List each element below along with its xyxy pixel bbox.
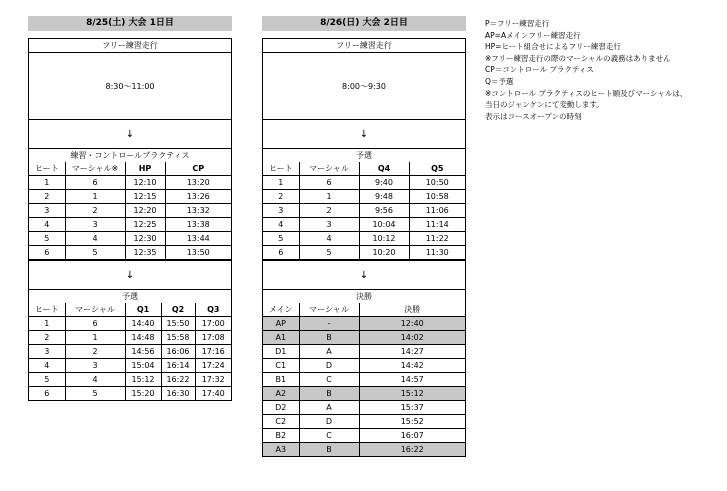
day2-schedule xyxy=(262,38,466,457)
cell: 2 xyxy=(299,204,359,218)
cell: 13:20 xyxy=(165,176,231,190)
cell: 15:04 xyxy=(125,359,161,373)
cell: 16:14 xyxy=(161,359,195,373)
cell: 9:48 xyxy=(359,190,409,204)
cell: 6 xyxy=(299,176,359,190)
cell: 12:30 xyxy=(125,232,165,246)
cell: 11:14 xyxy=(409,218,465,232)
day2-final-title: 決勝 xyxy=(356,292,372,301)
cell: 6 xyxy=(65,317,125,331)
table-header-row xyxy=(29,162,231,176)
day1-column xyxy=(28,16,232,401)
table-row xyxy=(263,204,465,218)
cell: 12:25 xyxy=(125,218,165,232)
table-row xyxy=(263,190,465,204)
cell: A xyxy=(299,401,359,415)
cell: B xyxy=(299,331,359,345)
table-row xyxy=(263,345,465,359)
cell: 9:56 xyxy=(359,204,409,218)
cell: 4 xyxy=(65,232,125,246)
table-header-row xyxy=(29,303,231,317)
cell: B xyxy=(299,443,359,457)
day2-qual-table xyxy=(263,162,465,260)
cell: 10:20 xyxy=(359,246,409,260)
header-marshal: マーシャル xyxy=(299,162,359,176)
cell: C2 xyxy=(263,415,299,429)
table-row xyxy=(263,387,465,401)
header-hp: HP xyxy=(125,162,165,176)
cell: 4 xyxy=(263,218,299,232)
cell: 5 xyxy=(65,387,125,401)
cell: 1 xyxy=(299,190,359,204)
note-line: Q＝予選 xyxy=(485,76,514,86)
cell: 16:22 xyxy=(359,443,465,457)
cell: B2 xyxy=(263,429,299,443)
table-row xyxy=(29,204,231,218)
note-line: AP=Aメインフリー練習走行 xyxy=(485,30,581,40)
cell: 1 xyxy=(29,317,65,331)
cell: AP xyxy=(263,317,299,331)
cell: 17:00 xyxy=(195,317,231,331)
cell: D2 xyxy=(263,401,299,415)
cell: 15:20 xyxy=(125,387,161,401)
note-line: ※コントロール プラクティスのヒート順及びマーシャルは、 xyxy=(485,88,688,98)
note-line: 当日のジャンケンにて変動します。 xyxy=(485,100,604,110)
cell: D xyxy=(299,359,359,373)
table-row xyxy=(29,331,231,345)
table-row xyxy=(29,345,231,359)
cell: 11:06 xyxy=(409,204,465,218)
day2-free-title: フリー練習走行 xyxy=(263,39,465,53)
cell: 3 xyxy=(65,218,125,232)
cell: 12:15 xyxy=(125,190,165,204)
header-marshal: マーシャル※ xyxy=(65,162,125,176)
day1-qual-title: 予選 xyxy=(122,292,138,301)
cell: 4 xyxy=(65,373,125,387)
table-row xyxy=(263,317,465,331)
cell: 14:42 xyxy=(359,359,465,373)
table-row xyxy=(263,373,465,387)
cell: 9:40 xyxy=(359,176,409,190)
cell: 5 xyxy=(29,232,65,246)
table-row xyxy=(29,218,231,232)
cell: 17:32 xyxy=(195,373,231,387)
cell: A1 xyxy=(263,331,299,345)
cell: A xyxy=(299,345,359,359)
table-row xyxy=(263,246,465,260)
day2-final-table xyxy=(263,303,465,456)
cell: 13:38 xyxy=(165,218,231,232)
cell: 3 xyxy=(299,218,359,232)
day2-free-time: 8:00～9:30 xyxy=(263,53,465,120)
cell: A3 xyxy=(263,443,299,457)
header-marshal: マーシャル xyxy=(299,303,359,317)
cell: B xyxy=(299,387,359,401)
cell: 5 xyxy=(29,373,65,387)
cell: 4 xyxy=(29,359,65,373)
header-q2: Q2 xyxy=(161,303,195,317)
cell: 17:16 xyxy=(195,345,231,359)
cell: 10:50 xyxy=(409,176,465,190)
table-row xyxy=(29,373,231,387)
cell: 3 xyxy=(29,204,65,218)
cell: 15:50 xyxy=(161,317,195,331)
table-row xyxy=(263,359,465,373)
table-header-row xyxy=(263,303,465,317)
cell: 1 xyxy=(65,331,125,345)
day1-schedule xyxy=(28,38,232,401)
header-cp: CP xyxy=(165,162,231,176)
table-row xyxy=(29,190,231,204)
cell: 5 xyxy=(65,246,125,260)
header-heat: ヒート xyxy=(263,162,299,176)
cell: 13:44 xyxy=(165,232,231,246)
day1-arrow-2 xyxy=(29,260,231,290)
cell: C xyxy=(299,429,359,443)
cell: 6 xyxy=(263,246,299,260)
cell: 15:58 xyxy=(161,331,195,345)
cell: A2 xyxy=(263,387,299,401)
cell: 4 xyxy=(29,218,65,232)
day1-qual-table xyxy=(29,303,231,400)
table-row xyxy=(263,415,465,429)
cell: 14:57 xyxy=(359,373,465,387)
cell: 17:40 xyxy=(195,387,231,401)
table-row xyxy=(263,443,465,457)
cell: 16:07 xyxy=(359,429,465,443)
table-row xyxy=(29,232,231,246)
cell: 13:32 xyxy=(165,204,231,218)
cell: - xyxy=(299,317,359,331)
cell: 10:04 xyxy=(359,218,409,232)
down-arrow-icon: ↓ xyxy=(125,128,135,140)
note-line: P＝フリー練習走行 xyxy=(485,19,550,28)
cell: 6 xyxy=(29,246,65,260)
cell: 17:24 xyxy=(195,359,231,373)
cell: 3 xyxy=(29,345,65,359)
cell: 13:26 xyxy=(165,190,231,204)
table-row xyxy=(263,232,465,246)
table-row xyxy=(29,176,231,190)
cell: 15:12 xyxy=(359,387,465,401)
cell: 2 xyxy=(29,190,65,204)
cell: 5 xyxy=(299,246,359,260)
cell: 16:22 xyxy=(161,373,195,387)
cell: 14:56 xyxy=(125,345,161,359)
down-arrow-icon: ↓ xyxy=(125,269,135,281)
header-heat: ヒート xyxy=(29,303,65,317)
cell: 15:12 xyxy=(125,373,161,387)
cell: 6 xyxy=(29,387,65,401)
cell: 1 xyxy=(65,190,125,204)
day1-title: 8/25(土) 大会 1日目 xyxy=(28,16,232,31)
header-q5: Q5 xyxy=(409,162,465,176)
table-header-row xyxy=(263,162,465,176)
cell: 11:22 xyxy=(409,232,465,246)
header-q1: Q1 xyxy=(125,303,161,317)
note-line: CP＝コントロール プラクティス xyxy=(485,65,594,75)
day2-arrow-2 xyxy=(263,260,465,290)
table-row xyxy=(263,176,465,190)
cell: 3 xyxy=(65,359,125,373)
cell: 14:02 xyxy=(359,331,465,345)
table-row xyxy=(29,246,231,260)
cell: 11:30 xyxy=(409,246,465,260)
cell: B1 xyxy=(263,373,299,387)
day1-arrow-1 xyxy=(29,120,231,149)
cell: 14:40 xyxy=(125,317,161,331)
day1-practice-table xyxy=(29,162,231,260)
header-q3: Q3 xyxy=(195,303,231,317)
table-row xyxy=(263,331,465,345)
cell: 3 xyxy=(263,204,299,218)
cell: D xyxy=(299,415,359,429)
cell: 15:37 xyxy=(359,401,465,415)
note-line: HP=ヒート組合せによるフリー練習走行 xyxy=(485,42,621,52)
note-line: 表示はコースオープンの時刻 xyxy=(485,111,582,121)
day1-free-time: 8:30～11:00 xyxy=(29,53,231,120)
table-row xyxy=(263,429,465,443)
day2-arrow-1 xyxy=(263,120,465,149)
cell: 2 xyxy=(263,190,299,204)
table-row xyxy=(263,218,465,232)
day2-qual-title: 予選 xyxy=(356,151,372,160)
cell: 2 xyxy=(65,204,125,218)
cell: 6 xyxy=(65,176,125,190)
day2-title: 8/26(日) 大会 2日目 xyxy=(262,16,466,31)
cell: C xyxy=(299,373,359,387)
cell: 15:52 xyxy=(359,415,465,429)
header-main: メイン xyxy=(263,303,299,317)
cell: 17:08 xyxy=(195,331,231,345)
cell: 10:58 xyxy=(409,190,465,204)
cell: 2 xyxy=(29,331,65,345)
table-row xyxy=(29,387,231,401)
day2-column xyxy=(262,16,466,457)
day1-practice-title: 練習・コントロールプラクティス xyxy=(70,151,190,160)
table-row xyxy=(29,317,231,331)
note-line: ※フリー練習走行の際のマーシャルの義務はありません xyxy=(485,53,671,63)
cell: 12:40 xyxy=(359,317,465,331)
cell: 13:50 xyxy=(165,246,231,260)
cell: C1 xyxy=(263,359,299,373)
cell: 1 xyxy=(263,176,299,190)
header-q4: Q4 xyxy=(359,162,409,176)
table-row xyxy=(263,401,465,415)
cell: 1 xyxy=(29,176,65,190)
header-final: 決勝 xyxy=(359,303,465,317)
legend-notes xyxy=(485,18,687,122)
day1-free-title: フリー練習走行 xyxy=(29,39,231,53)
down-arrow-icon: ↓ xyxy=(359,269,369,281)
cell: D1 xyxy=(263,345,299,359)
cell: 14:27 xyxy=(359,345,465,359)
cell: 12:20 xyxy=(125,204,165,218)
cell: 12:10 xyxy=(125,176,165,190)
down-arrow-icon: ↓ xyxy=(359,128,369,140)
cell: 16:06 xyxy=(161,345,195,359)
header-heat: ヒート xyxy=(29,162,65,176)
cell: 12:35 xyxy=(125,246,165,260)
table-row xyxy=(29,359,231,373)
cell: 14:48 xyxy=(125,331,161,345)
cell: 16:30 xyxy=(161,387,195,401)
header-marshal: マーシャル xyxy=(65,303,125,317)
cell: 2 xyxy=(65,345,125,359)
cell: 5 xyxy=(263,232,299,246)
cell: 10:12 xyxy=(359,232,409,246)
cell: 4 xyxy=(299,232,359,246)
